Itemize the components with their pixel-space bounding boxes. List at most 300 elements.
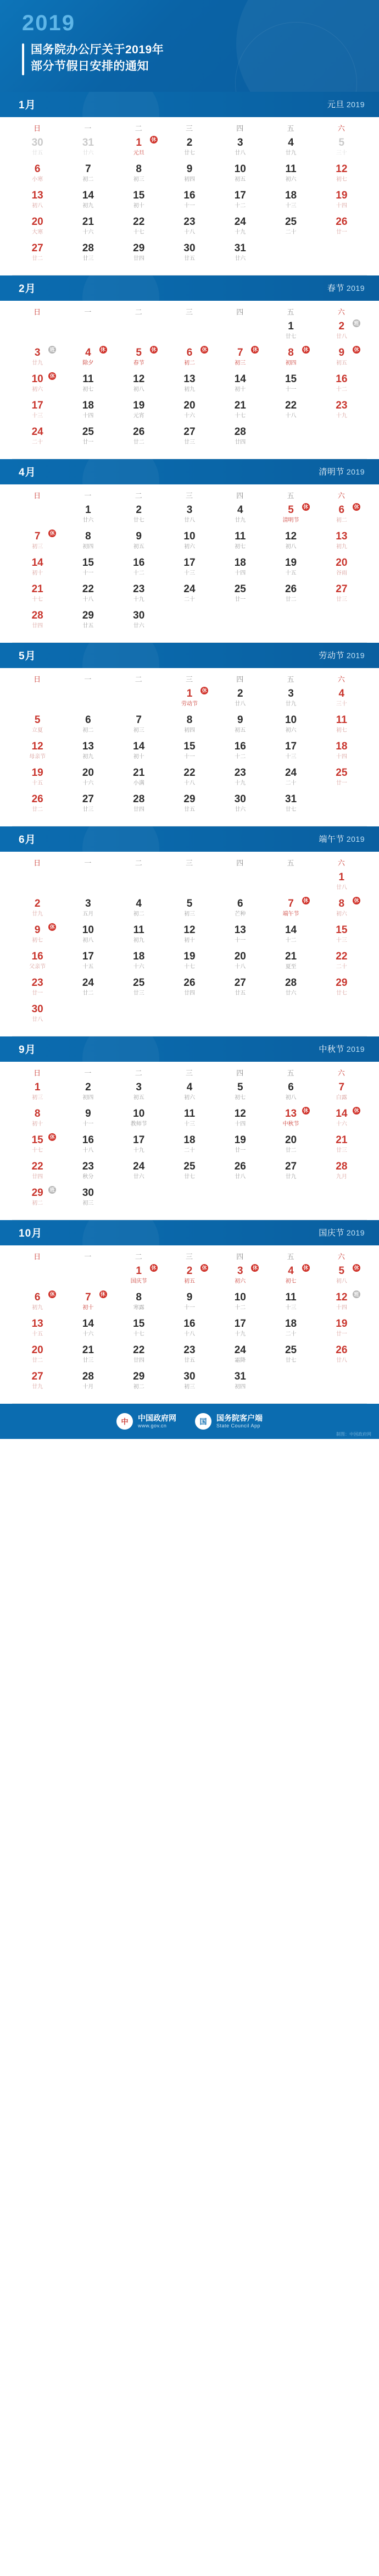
day-cell[interactable] — [12, 372, 63, 398]
rest-day-badge: 休 — [150, 346, 158, 354]
day-cell[interactable] — [63, 188, 113, 214]
day-lunar-label: 廿八 — [336, 1357, 347, 1364]
day-cell[interactable] — [265, 319, 316, 345]
day-cell[interactable] — [215, 529, 265, 555]
day-cell[interactable] — [63, 582, 113, 608]
day-cell[interactable] — [12, 1159, 63, 1185]
day-number: 15 — [82, 556, 94, 569]
day-lunar-label: 初四 — [82, 1094, 94, 1101]
day-cell[interactable] — [316, 162, 367, 188]
day-cell[interactable] — [114, 608, 164, 635]
day-number: 15 — [285, 373, 297, 385]
day-number: 11 — [285, 1291, 297, 1303]
day-cell[interactable] — [12, 135, 63, 162]
day-cell[interactable] — [215, 1106, 265, 1133]
day-number: 20 — [183, 399, 196, 411]
day-cell[interactable] — [215, 345, 265, 372]
day-cell[interactable] — [316, 1264, 367, 1290]
day-cell[interactable] — [12, 739, 63, 765]
day-cell[interactable] — [265, 896, 316, 923]
day-cell[interactable] — [265, 372, 316, 398]
day-cell-empty — [316, 1002, 367, 1028]
day-cell[interactable] — [215, 214, 265, 241]
day-cell[interactable] — [316, 188, 367, 214]
day-cell[interactable] — [164, 1343, 215, 1369]
day-cell[interactable] — [265, 686, 316, 713]
day-cell[interactable] — [316, 949, 367, 975]
day-cell[interactable] — [114, 1316, 164, 1343]
day-cell[interactable] — [114, 529, 164, 555]
day-cell[interactable] — [114, 1106, 164, 1133]
day-cell[interactable] — [12, 765, 63, 792]
day-number: 6 — [186, 346, 193, 358]
day-cell[interactable] — [114, 1264, 164, 1290]
day-cell[interactable] — [164, 975, 215, 1002]
day-cell[interactable] — [114, 1133, 164, 1159]
day-cell[interactable] — [215, 1159, 265, 1185]
day-cell[interactable] — [215, 1080, 265, 1106]
footer-item-app[interactable] — [195, 1413, 263, 1430]
day-number: 1 — [136, 136, 142, 148]
day-lunar-label: 初十 — [32, 1121, 43, 1127]
day-cell[interactable] — [265, 582, 316, 608]
day-cell[interactable] — [215, 162, 265, 188]
day-cell-empty — [164, 1002, 215, 1028]
day-cell[interactable] — [12, 345, 63, 372]
day-cell[interactable] — [63, 949, 113, 975]
day-number: 6 — [338, 504, 345, 516]
day-number: 18 — [82, 399, 94, 411]
day-cell[interactable] — [12, 975, 63, 1002]
day-lunar-label: 廿六 — [82, 150, 94, 156]
day-cell[interactable] — [12, 162, 63, 188]
day-number: 13 — [336, 530, 348, 542]
day-number: 15 — [31, 1134, 43, 1146]
day-cell[interactable] — [63, 241, 113, 267]
day-cell[interactable] — [265, 1343, 316, 1369]
day-cell[interactable] — [164, 214, 215, 241]
day-cell[interactable] — [114, 162, 164, 188]
day-cell[interactable] — [265, 345, 316, 372]
day-cell[interactable] — [215, 896, 265, 923]
day-cell[interactable] — [316, 686, 367, 713]
day-cell[interactable] — [215, 1343, 265, 1369]
day-cell[interactable] — [12, 923, 63, 949]
day-lunar-label: 廿三 — [336, 1147, 347, 1154]
day-cell[interactable] — [265, 975, 316, 1002]
day-cell[interactable] — [265, 214, 316, 241]
day-cell[interactable] — [114, 923, 164, 949]
day-cell[interactable] — [114, 582, 164, 608]
day-cell[interactable] — [114, 555, 164, 582]
day-cell[interactable] — [12, 608, 63, 635]
day-cell[interactable] — [316, 529, 367, 555]
day-cell[interactable] — [12, 1002, 63, 1028]
day-cell[interactable] — [114, 1369, 164, 1395]
day-cell[interactable] — [63, 529, 113, 555]
day-cell[interactable] — [215, 555, 265, 582]
day-cell[interactable] — [114, 241, 164, 267]
day-cell[interactable] — [265, 792, 316, 818]
day-cell[interactable] — [215, 713, 265, 739]
day-lunar-label: 初六 — [235, 1278, 246, 1284]
day-cell[interactable] — [114, 188, 164, 214]
day-cell[interactable] — [12, 1080, 63, 1106]
month-header — [0, 1036, 379, 1062]
day-cell[interactable] — [63, 1290, 113, 1316]
day-lunar-label: 初四 — [285, 360, 297, 366]
day-lunar-label: 廿七 — [133, 517, 144, 523]
day-cell[interactable] — [12, 1343, 63, 1369]
day-cell[interactable] — [63, 765, 113, 792]
day-cell[interactable] — [164, 713, 215, 739]
day-cell[interactable] — [114, 424, 164, 451]
day-cell[interactable] — [265, 765, 316, 792]
day-lunar-label: 母亲节 — [29, 753, 46, 760]
day-cell[interactable] — [164, 135, 215, 162]
day-cell[interactable] — [316, 214, 367, 241]
day-cell[interactable] — [265, 949, 316, 975]
day-lunar-label: 廿七 — [183, 1173, 195, 1180]
day-cell[interactable] — [265, 135, 316, 162]
day-cell[interactable] — [12, 241, 63, 267]
weekday-header-row — [0, 117, 379, 135]
day-cell[interactable] — [63, 608, 113, 635]
day-number: 27 — [183, 426, 196, 438]
day-cell[interactable] — [63, 896, 113, 923]
day-cell-empty — [63, 1264, 113, 1290]
day-cell[interactable] — [215, 949, 265, 975]
day-cell[interactable] — [63, 1343, 113, 1369]
day-number: 4 — [288, 136, 294, 148]
day-lunar-label: 初七 — [336, 176, 347, 183]
day-cell[interactable] — [12, 713, 63, 739]
day-lunar-label: 初八 — [285, 543, 297, 550]
day-cell[interactable] — [63, 424, 113, 451]
day-cell[interactable] — [215, 582, 265, 608]
day-cell[interactable] — [215, 1290, 265, 1316]
month-festival-name: 清明节 — [319, 467, 344, 477]
day-cell[interactable] — [265, 923, 316, 949]
day-cell[interactable] — [164, 188, 215, 214]
day-cell[interactable] — [12, 188, 63, 214]
day-cell[interactable] — [215, 503, 265, 529]
day-cell[interactable] — [63, 739, 113, 765]
day-number: 4 — [85, 346, 91, 358]
day-lunar-label: 十四 — [82, 412, 94, 419]
day-cell[interactable] — [164, 923, 215, 949]
day-number: 17 — [82, 950, 94, 962]
day-number: 16 — [183, 1317, 196, 1330]
day-lunar-label: 初四 — [183, 176, 195, 183]
day-cell[interactable] — [12, 582, 63, 608]
day-cell[interactable] — [215, 241, 265, 267]
day-lunar-label: 廿二 — [82, 990, 94, 996]
day-cell[interactable] — [316, 345, 367, 372]
day-cell[interactable] — [114, 503, 164, 529]
day-cell[interactable] — [63, 1316, 113, 1343]
day-cell[interactable] — [316, 1106, 367, 1133]
day-cell[interactable] — [12, 555, 63, 582]
day-cell[interactable] — [12, 1369, 63, 1395]
day-lunar-label: 十一 — [285, 386, 297, 393]
day-lunar-label: 廿八 — [235, 150, 246, 156]
day-cell[interactable] — [12, 529, 63, 555]
day-cell[interactable] — [316, 1343, 367, 1369]
day-cell[interactable] — [265, 162, 316, 188]
day-cell[interactable] — [114, 398, 164, 424]
day-cell[interactable] — [215, 135, 265, 162]
day-number: 7 — [136, 714, 142, 726]
day-cell[interactable] — [63, 398, 113, 424]
day-number: 10 — [234, 1291, 246, 1303]
day-cell[interactable] — [164, 1133, 215, 1159]
day-cell[interactable] — [164, 739, 215, 765]
day-cell[interactable] — [12, 792, 63, 818]
day-cell[interactable] — [114, 1290, 164, 1316]
month-festival — [319, 1227, 365, 1238]
day-cell[interactable] — [164, 345, 215, 372]
day-cell[interactable] — [316, 555, 367, 582]
day-cell[interactable] — [164, 1290, 215, 1316]
day-cell[interactable] — [265, 503, 316, 529]
day-cell[interactable] — [265, 1290, 316, 1316]
day-cell[interactable] — [265, 188, 316, 214]
day-cell[interactable] — [265, 713, 316, 739]
day-cell[interactable] — [114, 949, 164, 975]
day-cell[interactable] — [114, 713, 164, 739]
month-festival-year: 2019 — [346, 1228, 365, 1238]
day-cell[interactable] — [12, 1185, 63, 1212]
day-cell-empty — [12, 870, 63, 896]
day-number: 5 — [338, 136, 345, 148]
day-cell[interactable] — [316, 582, 367, 608]
day-cell[interactable] — [164, 1106, 215, 1133]
day-cell[interactable] — [215, 792, 265, 818]
day-cell[interactable] — [265, 1133, 316, 1159]
day-cell[interactable] — [316, 1316, 367, 1343]
day-cell[interactable] — [316, 372, 367, 398]
day-cell[interactable] — [12, 214, 63, 241]
day-cell[interactable] — [215, 765, 265, 792]
day-cell[interactable] — [215, 188, 265, 214]
day-number: 26 — [133, 426, 145, 438]
day-lunar-label: 霜降 — [235, 1357, 246, 1364]
day-lunar-label: 二十 — [183, 596, 195, 603]
day-cell[interactable] — [114, 214, 164, 241]
day-lunar-label: 十六 — [183, 412, 195, 419]
day-cell[interactable] — [316, 739, 367, 765]
rest-day-badge: 休 — [150, 136, 158, 144]
day-cell[interactable] — [265, 1106, 316, 1133]
day-cell[interactable] — [265, 1264, 316, 1290]
day-number: 8 — [34, 1107, 41, 1119]
day-cell[interactable] — [265, 398, 316, 424]
day-cell[interactable] — [164, 1264, 215, 1290]
day-cell[interactable] — [63, 135, 113, 162]
day-cell[interactable] — [12, 1133, 63, 1159]
day-cell[interactable] — [12, 1106, 63, 1133]
day-number: 25 — [183, 1160, 196, 1172]
weekday-label: 二 — [135, 124, 143, 133]
footer-item-gov[interactable] — [116, 1413, 176, 1430]
day-cell[interactable] — [12, 896, 63, 923]
day-cell[interactable] — [164, 1080, 215, 1106]
day-cell[interactable] — [215, 923, 265, 949]
day-cell[interactable] — [63, 1080, 113, 1106]
day-cell-empty — [316, 608, 367, 635]
day-number: 23 — [336, 399, 348, 411]
day-cell[interactable] — [63, 1159, 113, 1185]
day-cell[interactable] — [63, 975, 113, 1002]
day-cell[interactable] — [164, 582, 215, 608]
day-cell[interactable] — [63, 345, 113, 372]
day-cell[interactable] — [316, 975, 367, 1002]
day-cell[interactable] — [215, 1264, 265, 1290]
day-cell[interactable] — [316, 896, 367, 923]
day-cell[interactable] — [164, 765, 215, 792]
day-cell[interactable] — [265, 1316, 316, 1343]
day-number: 12 — [336, 163, 348, 175]
day-cell-empty — [12, 686, 63, 713]
day-cell[interactable] — [63, 713, 113, 739]
day-cell[interactable] — [114, 135, 164, 162]
day-cell[interactable] — [114, 765, 164, 792]
day-number: 30 — [234, 793, 246, 805]
day-lunar-label: 十三 — [32, 412, 43, 419]
day-number: 18 — [183, 1134, 196, 1146]
day-number: 25 — [285, 216, 297, 228]
day-cell[interactable] — [316, 135, 367, 162]
day-cell[interactable] — [164, 1369, 215, 1395]
day-lunar-label: 元宵 — [133, 412, 144, 419]
day-cell[interactable] — [164, 162, 215, 188]
day-cell[interactable] — [316, 870, 367, 896]
weekday-label: 二 — [135, 1252, 143, 1261]
day-number: 25 — [82, 426, 94, 438]
day-cell[interactable] — [164, 1159, 215, 1185]
day-cell[interactable] — [164, 529, 215, 555]
day-cell[interactable] — [215, 1133, 265, 1159]
day-cell[interactable] — [114, 739, 164, 765]
day-cell[interactable] — [316, 1080, 367, 1106]
day-cell[interactable] — [63, 214, 113, 241]
day-cell[interactable] — [12, 949, 63, 975]
day-cell[interactable] — [316, 713, 367, 739]
day-cell[interactable] — [164, 949, 215, 975]
day-lunar-label: 十九 — [235, 229, 246, 235]
day-lunar-label: 芒种 — [235, 911, 246, 917]
title-line-1: 国务院办公厅关于2019年 — [31, 43, 164, 56]
day-number: 23 — [82, 1160, 94, 1172]
day-cell[interactable] — [12, 424, 63, 451]
day-cell[interactable] — [164, 555, 215, 582]
day-cell[interactable] — [265, 739, 316, 765]
day-cell-empty — [215, 319, 265, 345]
day-cell[interactable] — [265, 1159, 316, 1185]
day-cell[interactable] — [316, 923, 367, 949]
day-cell[interactable] — [265, 1080, 316, 1106]
day-cell[interactable] — [164, 241, 215, 267]
day-cell[interactable] — [63, 1133, 113, 1159]
day-cell[interactable] — [215, 424, 265, 451]
day-cell[interactable] — [164, 503, 215, 529]
day-cell[interactable] — [114, 345, 164, 372]
day-lunar-label: 十七 — [32, 596, 43, 603]
day-cell[interactable] — [215, 372, 265, 398]
day-cell[interactable] — [63, 162, 113, 188]
day-cell[interactable] — [63, 792, 113, 818]
day-lunar-label: 廿五 — [183, 255, 195, 262]
day-cell[interactable] — [316, 1159, 367, 1185]
day-cell[interactable] — [114, 975, 164, 1002]
day-cell[interactable] — [12, 398, 63, 424]
day-cell[interactable] — [114, 1343, 164, 1369]
day-cell[interactable] — [215, 1316, 265, 1343]
day-number: 17 — [234, 189, 246, 201]
day-number: 29 — [82, 609, 94, 621]
day-cell[interactable] — [215, 739, 265, 765]
day-cell[interactable] — [114, 372, 164, 398]
month-festival-year: 2019 — [346, 467, 365, 477]
day-cell[interactable] — [265, 529, 316, 555]
day-number: 12 — [285, 530, 297, 542]
day-cell[interactable] — [215, 975, 265, 1002]
day-cell[interactable] — [316, 1290, 367, 1316]
day-cell[interactable] — [63, 1106, 113, 1133]
day-cell[interactable] — [63, 1185, 113, 1212]
day-cell[interactable] — [114, 896, 164, 923]
day-lunar-label: 廿九 — [285, 150, 297, 156]
day-number: 12 — [31, 740, 43, 752]
day-cell[interactable] — [316, 319, 367, 345]
day-cell[interactable] — [316, 503, 367, 529]
day-cell[interactable] — [316, 1133, 367, 1159]
day-cell[interactable] — [164, 896, 215, 923]
weekday-label: 一 — [84, 491, 92, 500]
day-lunar-label: 十二 — [235, 202, 246, 209]
day-cell[interactable] — [215, 1369, 265, 1395]
day-number: 3 — [237, 1265, 243, 1277]
day-cell[interactable] — [63, 555, 113, 582]
day-cell[interactable] — [63, 372, 113, 398]
day-cell[interactable] — [164, 424, 215, 451]
day-number: 14 — [82, 189, 94, 201]
day-cell[interactable] — [114, 1159, 164, 1185]
day-cell[interactable] — [316, 765, 367, 792]
day-number: 13 — [82, 740, 94, 752]
day-cell[interactable] — [63, 923, 113, 949]
day-cell[interactable] — [63, 503, 113, 529]
day-cell[interactable] — [164, 792, 215, 818]
day-number: 5 — [237, 1081, 243, 1093]
day-cell[interactable] — [164, 398, 215, 424]
day-number: 24 — [31, 426, 43, 438]
day-cell[interactable] — [316, 398, 367, 424]
day-cell[interactable] — [12, 1290, 63, 1316]
day-cell[interactable] — [164, 1316, 215, 1343]
day-cell[interactable] — [114, 1080, 164, 1106]
day-cell[interactable] — [164, 686, 215, 713]
day-cell[interactable] — [265, 555, 316, 582]
day-cell[interactable] — [12, 1316, 63, 1343]
day-cell[interactable] — [164, 372, 215, 398]
day-cell[interactable] — [63, 1369, 113, 1395]
day-number: 23 — [31, 977, 43, 989]
day-cell[interactable] — [215, 398, 265, 424]
day-cell[interactable] — [215, 686, 265, 713]
day-cell[interactable] — [114, 792, 164, 818]
